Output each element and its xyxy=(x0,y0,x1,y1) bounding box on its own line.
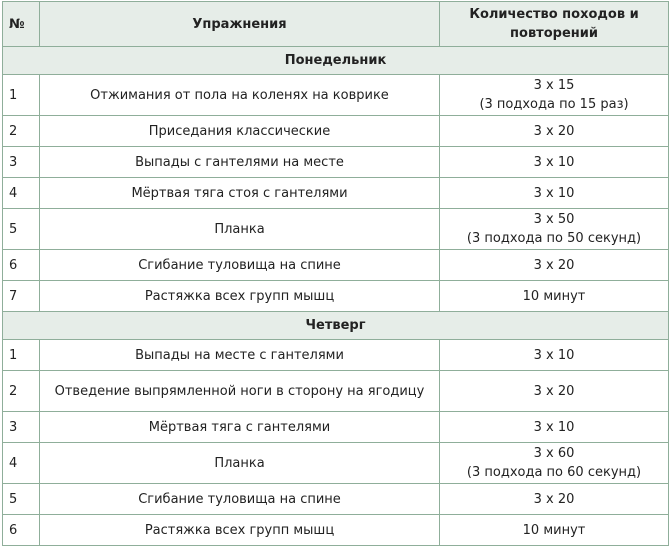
table-row xyxy=(3,484,669,515)
row-num: 3 xyxy=(3,147,40,178)
row-qty: 3 х 15 xyxy=(533,78,575,93)
row-qty-cell xyxy=(440,75,669,116)
row-num: 5 xyxy=(3,209,40,250)
row-num: 1 xyxy=(3,75,40,116)
header-num: № xyxy=(3,2,40,47)
row-exercise: Планка xyxy=(40,209,440,250)
row-exercise: Выпады на месте с гантелями xyxy=(40,340,440,371)
header-row xyxy=(3,2,669,47)
row-num: 6 xyxy=(3,250,40,281)
table-row xyxy=(3,178,669,209)
row-qty-cell xyxy=(440,209,669,250)
row-qty: 10 минут xyxy=(440,515,669,546)
table-row xyxy=(3,147,669,178)
row-exercise: Отжимания от пола на коленях на коврике xyxy=(40,75,440,116)
row-qty: 3 х 10 xyxy=(440,178,669,209)
row-exercise: Растяжка всех групп мышц xyxy=(40,515,440,546)
header-quantity: Количество походов и повторений xyxy=(440,2,669,47)
section-row-thursday xyxy=(3,312,669,340)
row-qty: 3 х 60 xyxy=(533,446,575,461)
row-qty: 3 х 20 xyxy=(440,116,669,147)
row-qty: 3 х 20 xyxy=(440,250,669,281)
table-row xyxy=(3,209,669,250)
table-row xyxy=(3,116,669,147)
row-num: 2 xyxy=(3,116,40,147)
row-exercise: Сгибание туловища на спине xyxy=(40,484,440,515)
row-qty: 3 х 10 xyxy=(440,412,669,443)
row-num: 1 xyxy=(3,340,40,371)
row-exercise: Мёртвая тяга с гантелями xyxy=(40,412,440,443)
row-exercise: Приседания классические xyxy=(40,116,440,147)
row-num: 3 xyxy=(3,412,40,443)
row-exercise: Планка xyxy=(40,443,440,484)
row-num: 5 xyxy=(3,484,40,515)
table-row xyxy=(3,75,669,116)
table-row xyxy=(3,371,669,412)
row-num: 4 xyxy=(3,443,40,484)
workout-table xyxy=(2,1,669,546)
table-row xyxy=(3,281,669,312)
row-qty: 3 х 50 xyxy=(533,212,575,227)
row-exercise: Выпады с гантелями на месте xyxy=(40,147,440,178)
table-row xyxy=(3,515,669,546)
row-qty: 3 х 10 xyxy=(440,340,669,371)
row-qty: 3 х 20 xyxy=(440,484,669,515)
row-exercise: Растяжка всех групп мышц xyxy=(40,281,440,312)
row-num: 4 xyxy=(3,178,40,209)
row-num: 2 xyxy=(3,371,40,412)
table-row xyxy=(3,412,669,443)
table-row xyxy=(3,250,669,281)
section-title: Четверг xyxy=(3,312,669,340)
row-qty: 10 минут xyxy=(440,281,669,312)
section-title: Понедельник xyxy=(3,47,669,75)
row-qty-note: (3 подхода по 15 раз) xyxy=(479,97,629,112)
row-qty: 3 х 10 xyxy=(440,147,669,178)
table-row xyxy=(3,443,669,484)
row-exercise: Отведение выпрямленной ноги в сторону на ягодицу xyxy=(40,371,440,412)
row-num: 6 xyxy=(3,515,40,546)
row-qty-note: (3 подхода по 60 секунд) xyxy=(466,465,642,480)
table-row xyxy=(3,340,669,371)
row-exercise: Сгибание туловища на спине xyxy=(40,250,440,281)
row-qty-cell xyxy=(440,443,669,484)
row-num: 7 xyxy=(3,281,40,312)
header-exercises: Упражнения xyxy=(40,2,440,47)
row-qty-note: (3 подхода по 50 секунд) xyxy=(466,231,642,246)
row-qty: 3 х 20 xyxy=(440,371,669,412)
section-row-monday xyxy=(3,47,669,75)
row-exercise: Мёртвая тяга стоя с гантелями xyxy=(40,178,440,209)
